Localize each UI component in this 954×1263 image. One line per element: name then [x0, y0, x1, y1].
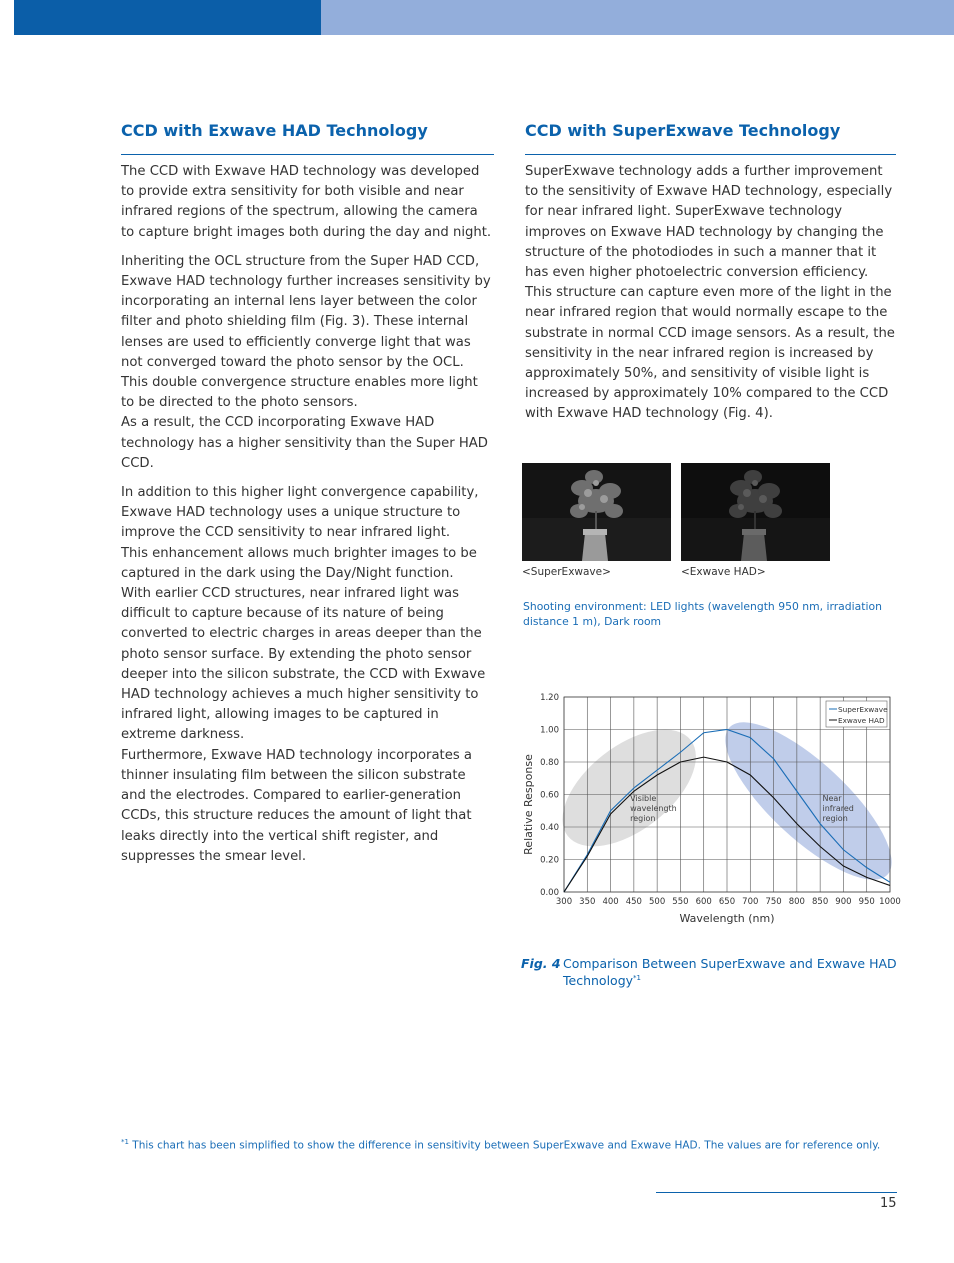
footnote-mark: *1 — [121, 1138, 129, 1146]
footnote — [121, 1138, 880, 1152]
x-tick-label: 750 — [765, 897, 782, 907]
visible-region-highlight — [542, 707, 717, 869]
left-title-rule — [121, 154, 494, 155]
figure-caption-text: Comparison Between SuperExwave and Exwave HAD Technology — [563, 956, 897, 989]
footnote-text: This chart has been simplified to show the difference in sensitivity between SuperExwave and Exwave HAD. The values are for reference only. — [128, 1139, 881, 1152]
y-tick-label: 1.00 — [540, 725, 559, 736]
sensitivity-chart — [515, 686, 905, 936]
y-tick-label: 0.00 — [540, 888, 559, 898]
y-tick-label: 0.40 — [540, 823, 559, 833]
right-title-rule — [525, 154, 896, 155]
header-bar-dark — [14, 0, 321, 35]
y-tick-label: 0.20 — [540, 855, 559, 866]
near-infrared-region-label-line: Near — [822, 794, 842, 803]
near-infrared-region-label-line: infrared — [822, 804, 854, 813]
x-tick-label: 450 — [625, 897, 642, 907]
shooting-environment-note: Shooting environment: LED lights (wavelength 950 nm, irradiation distance 1 m), Dark room — [523, 600, 882, 628]
figure-caption — [563, 956, 903, 988]
visible-region-label-line: wavelength — [630, 804, 677, 813]
legend-label: Exwave HAD — [838, 716, 885, 725]
left-body — [121, 162, 493, 876]
x-tick-label: 1000 — [879, 897, 901, 907]
figure-caption-note-mark: *1 — [633, 974, 641, 982]
x-tick-label: 350 — [579, 897, 596, 907]
x-tick-label: 700 — [742, 897, 759, 907]
x-tick-label: 600 — [695, 897, 712, 907]
x-tick-label: 950 — [858, 897, 875, 907]
legend-label: SuperExwave — [838, 705, 888, 714]
exwave-had-photo — [681, 463, 830, 561]
near-infrared-region-label-line: region — [822, 814, 848, 823]
right-section-title: CCD with SuperExwave Technology — [525, 121, 841, 140]
right-body — [525, 162, 897, 434]
x-tick-label: 550 — [672, 897, 689, 907]
x-tick-label: 650 — [718, 897, 736, 907]
y-axis-label: Relative Response — [522, 754, 535, 855]
visible-region-label-line: Visible — [630, 794, 657, 803]
page-number: 15 — [880, 1196, 897, 1211]
x-tick-label: 400 — [602, 897, 619, 907]
x-tick-label: 900 — [835, 897, 852, 907]
left-paragraph-1: The CCD with Exwave HAD technology was developed to provide extra sensitivity for both visible and near infrared regions of the spectrum, allowing the camera to capture bright images both during the day and night. — [121, 164, 492, 240]
superexwave-photo — [522, 463, 671, 561]
x-tick-label: 300 — [555, 897, 573, 907]
y-tick-label: 1.20 — [540, 693, 559, 703]
page-number-rule — [656, 1192, 897, 1193]
left-section-title: CCD with Exwave HAD Technology — [121, 121, 428, 140]
y-tick-label: 0.80 — [540, 758, 559, 768]
y-tick-label: 0.60 — [540, 790, 559, 801]
x-tick-label: 800 — [788, 897, 805, 907]
visible-region-label-line: region — [630, 814, 656, 823]
x-tick-label: 850 — [812, 897, 829, 907]
x-tick-label: 500 — [649, 897, 666, 907]
left-paragraph-3: In addition to this higher light convergence capability, Exwave HAD technology uses a unique structure to improve the CCD sensitivity to near infrared light. This enhancement allows much brighter images to be captured in the dark using the Day/Night function. With earlier CCD structures, near infrared light was difficult to capture because of its nature of being converted to electric charges in areas deeper than the photo sensor surface. By extending the photo sensor deeper into the silicon substrate, the CCD with Exwave HAD technology achieves a much higher sensitivity to infrared light, allowing images to be captured in extreme darkness. Furthermore, Exwave HAD technology incorporates a thinner insulating film between the silicon substrate and the electrodes. Compared to earlier-generation CCDs, this structure reduces the amount of light that leaks directly into the vertical shift register, and suppresses the smear level. — [121, 485, 486, 864]
header-bar-light — [321, 0, 954, 35]
superexwave-photo-caption: <SuperExwave> — [522, 566, 611, 578]
right-paragraph: SuperExwave technology adds a further improvement to the sensitivity of Exwave HAD technology, especially for near infrared light. SuperExwave technology improves on Exwave HAD technology by changing the structure of the photodiodes in such a manner that it has even higher photoelectric conversion efficiency. This structure can capture even more of the light in the near infrared region that would normally escape to the substrate in normal CCD image sensors. As a result, the sensitivity in the near infrared region is increased by approximately 50%, and sensitivity of visible light is increased by approximately 10% compared to the CCD with Exwave HAD technology (Fig. 4). — [525, 164, 895, 422]
x-axis-label: Wavelength (nm) — [679, 912, 775, 925]
exwave-had-photo-caption: <Exwave HAD> — [681, 566, 766, 578]
left-paragraph-2: Inheriting the OCL structure from the Super HAD CCD, Exwave HAD technology further increases sensitivity by incorporating an internal lens layer between the color filter and photo shielding film (Fig. 3). These internal lenses are used to efficiently converge light that was not converged toward the photo sensor by the OCL. This double convergence structure enables more light to be directed to the photo sensors. As a result, the CCD incorporating Exwave HAD technology has a higher sensitivity than the Super HAD CCD. — [121, 253, 491, 471]
figure-label: Fig. 4 — [521, 956, 561, 971]
